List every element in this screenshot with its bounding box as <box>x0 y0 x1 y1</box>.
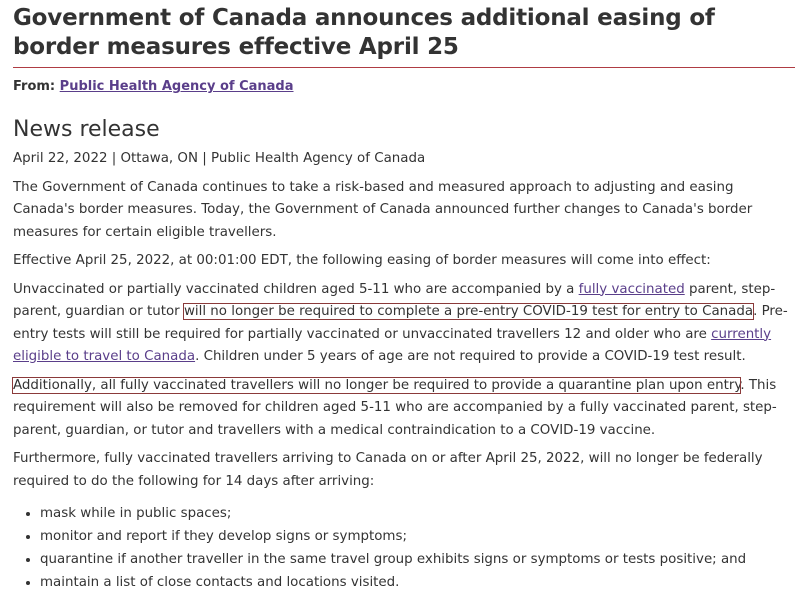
title-divider <box>13 67 795 68</box>
eligible-to-travel-link[interactable]: currently eligible to travel to Canada <box>13 326 772 364</box>
from-line <box>13 78 795 96</box>
paragraph-intro: The Government of Canada continues to take a risk-based and measured approach to adjusting and easing Canada's border measures. Today, the Government of Canada announced further changes to Canada's border measures for certain eligible travellers. <box>13 179 753 240</box>
paragraph-quarantine-plan <box>13 375 795 443</box>
list-item: • monitor and report if they develop signs or symptoms; <box>40 525 795 548</box>
news-article <box>13 0 795 594</box>
text-segment: Unvaccinated or partially vaccinated children aged 5-11 who are accompanied by a <box>13 281 579 297</box>
page-title: Government of Canada announces additional easing of border measures effective April 25 <box>13 5 715 60</box>
paragraph-furthermore: Furthermore, fully vaccinated travellers arriving to Canada on or after April 25, 2022, will no longer be federally required to do the following for 14 days after arriving: <box>13 451 763 489</box>
text-segment: . Children under 5 years of age are not required to provide a COVID-19 test result. <box>195 349 746 364</box>
list-item: • mask while in public spaces; <box>40 502 795 525</box>
list-item: • quarantine if another traveller in the same travel group exhibits signs or symptoms or tests positive; and <box>40 548 795 571</box>
section-heading: News release <box>13 117 160 142</box>
highlighted-text-quarantine-plan: Additionally, all fully vaccinated travellers will no longer be required to provide a quarantine plan upon entry <box>13 377 741 393</box>
fully-vaccinated-link[interactable]: fully vaccinated <box>578 281 685 297</box>
list-item: • maintain a list of close contacts and locations visited. <box>40 571 795 594</box>
text-segment: parent, step-parent, guardian or tutor <box>13 281 776 319</box>
highlighted-text-pre-entry-test: will no longer be required to complete a pre-entry COVID-19 test for entry to Canada <box>183 304 754 319</box>
requirements-list <box>13 502 795 594</box>
paragraph-effective-date: Effective April 25, 2022, at 00:01:00 EDT, the following easing of border measures will come into effect: <box>13 253 711 268</box>
paragraph-children-testing <box>13 279 795 369</box>
from-agency-link[interactable]: Public Health Agency of Canada <box>59 79 294 94</box>
article-meta: April 22, 2022 | Ottawa, ON | Public Health Agency of Canada <box>13 151 426 166</box>
text-segment: . Pre-entry tests will still be required for partially vaccinated or unvaccinated travellers 12 and older who are <box>13 304 788 342</box>
text-segment: . This requirement will also be removed for children aged 5-11 who are accompanied by a fully vaccinated parent, step-parent, guardian, or tutor and travellers with a medical contraindication to a COVID-19 vaccine. <box>13 377 777 438</box>
from-label: From: <box>13 79 60 94</box>
